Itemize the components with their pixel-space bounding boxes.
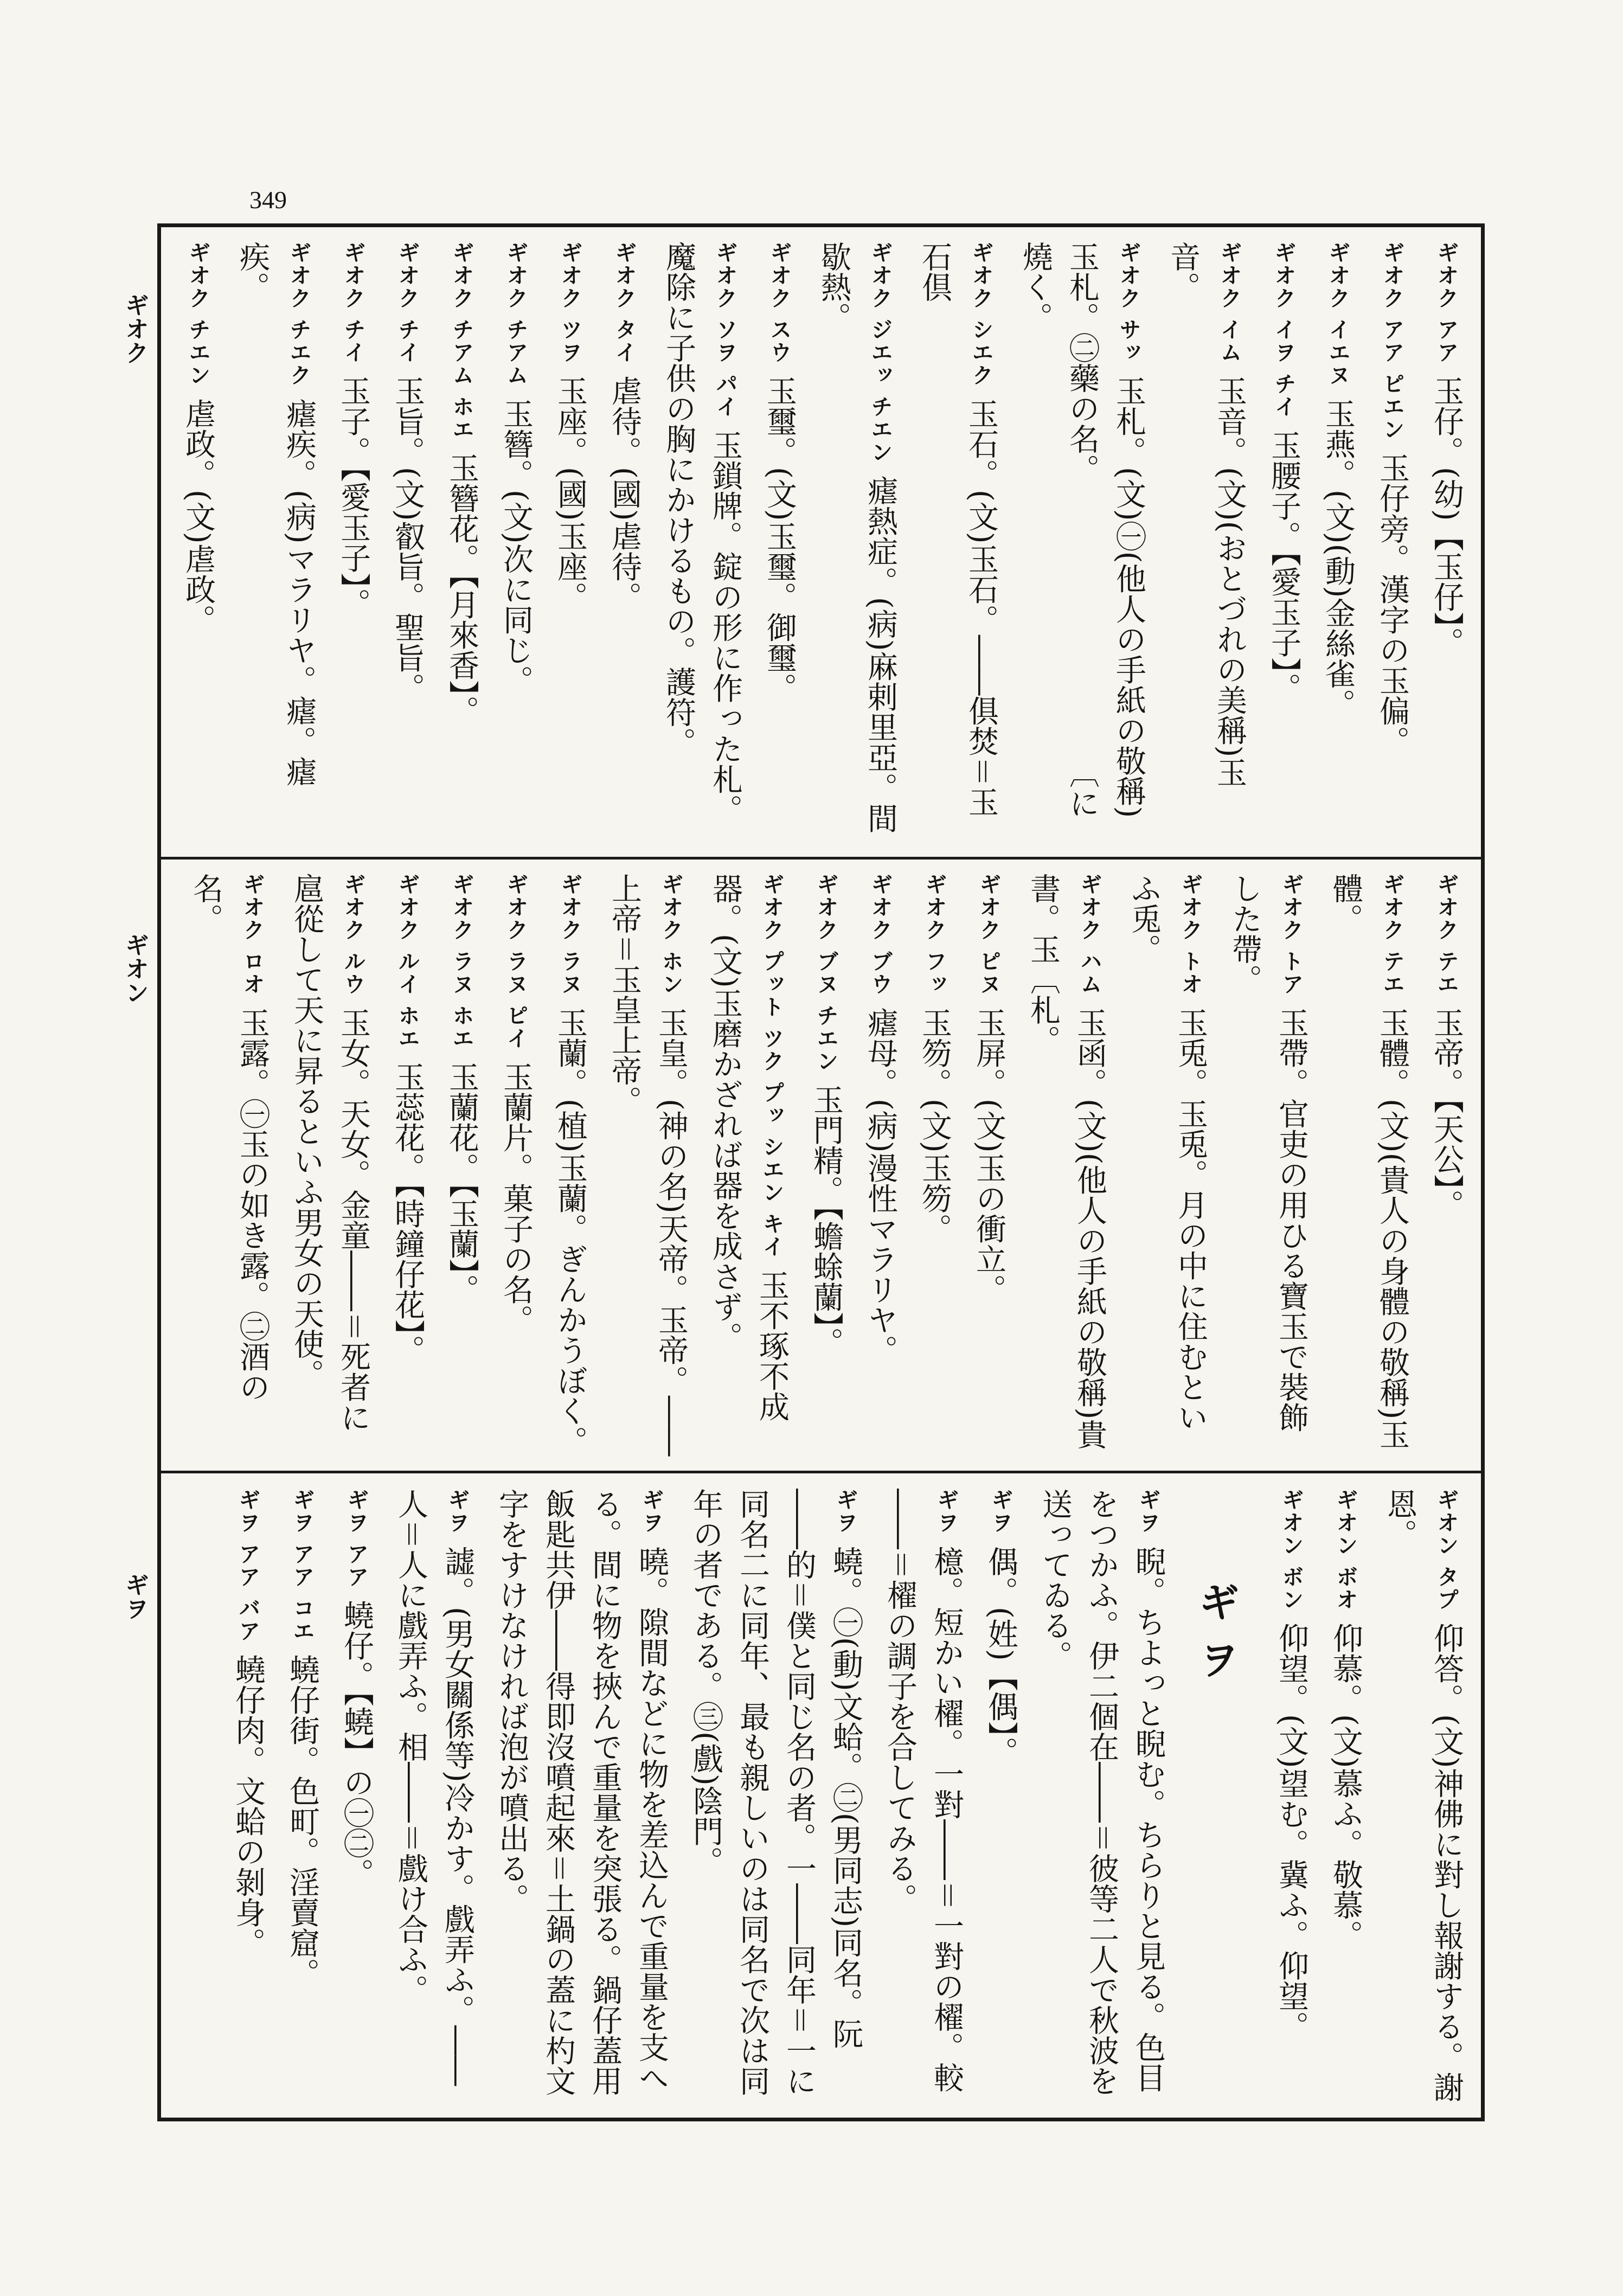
- entry-reading: ギオク チイ: [341, 241, 365, 364]
- entry-reading: ギオク アア ピエン: [1380, 241, 1404, 441]
- entry-definition: 玉子。【愛玉子】。: [336, 375, 371, 619]
- dictionary-section-1: [174, 241, 1470, 846]
- entry-reading: ギオン ボン: [1279, 1489, 1304, 1611]
- dictionary-entry: [1369, 241, 1415, 846]
- entry-definition: 玉露。㊀玉の如き露。㊁酒の名。: [188, 873, 270, 1402]
- dictionary-entry: [438, 873, 485, 1459]
- entry-reading: ギオク トア: [1279, 873, 1304, 996]
- dictionary-entry: [1031, 1489, 1171, 2107]
- dictionary-entry: [547, 873, 593, 1459]
- dictionary-entry: [1376, 1489, 1470, 2107]
- entry-reading: ギオク チアム ホエ: [449, 241, 474, 441]
- entry-reading: ギオク シエク: [968, 241, 993, 387]
- entry-reading: ギオク チアム: [503, 241, 528, 387]
- page-number: 349: [249, 186, 287, 214]
- dictionary-entry: [803, 873, 849, 1459]
- entry-definition: 玉帶。官吏の用ひる寶玉で裝飾した帶。: [1227, 873, 1309, 1433]
- entry-definition: 玉座。(國)玉座。: [553, 375, 588, 612]
- dictionary-entry: [182, 873, 275, 1459]
- entry-reading: ギヲ: [988, 1489, 1013, 1534]
- dictionary-entry: [655, 241, 748, 846]
- entry-definition: 玉帝。【天公】。: [1429, 1007, 1464, 1220]
- entry-reading: ギオク ラヌ: [557, 873, 582, 996]
- dictionary-entry: [911, 241, 1004, 846]
- entry-definition: 玉音。(文)(おとづれの美稱)玉音。: [1165, 241, 1247, 788]
- entry-reading: ギオク テエ: [1380, 873, 1404, 996]
- dictionary-entry: [384, 241, 431, 846]
- entry-definition: 玉仔。(幼)【玉仔】。: [1429, 375, 1464, 658]
- entry-reading: ギオク ラヌ ホエ: [449, 873, 474, 1050]
- entry-reading: ギオク スウ: [767, 241, 792, 364]
- entry-reading: ギオク イエヌ: [1325, 241, 1350, 387]
- entry-definition: 譃。(男女關係等)冷かす。戲弄ふ。――人＝人に戲弄ふ。相――＝戲け合ふ。: [393, 1489, 475, 2086]
- entry-reading: ギヲ アア: [344, 1489, 369, 1588]
- entry-definition: 玉蘭片。菓子の名。: [498, 1061, 534, 1335]
- entry-definition: 玉不琢不成器。(文)玉磨かざれば器を成さず。: [708, 873, 790, 1422]
- dictionary-entry: [1423, 873, 1470, 1459]
- entry-reading: ギオク チエク: [286, 241, 311, 387]
- dictionary-entry: [601, 873, 694, 1459]
- dictionary-entry: [702, 873, 795, 1459]
- dictionary-entry: [387, 1489, 480, 2107]
- section-heading: ギヲ: [1192, 1581, 1240, 1696]
- entry-reading: ギオク プット ツク プッ シエン キイ: [759, 873, 784, 1258]
- entry-definition: 蟯仔肉。文蛤の剝身。: [230, 1654, 266, 1958]
- dictionary-entry: [1322, 873, 1415, 1459]
- entry-reading: ギオク チエン: [185, 241, 210, 387]
- entry-definition: 蟯仔街。色町。淫賣窟。: [285, 1654, 320, 1989]
- dictionary-entry: [601, 241, 647, 846]
- dictionary-entry: [330, 241, 376, 846]
- entry-reading: ギオク ブウ: [868, 873, 893, 996]
- entry-reading: ギヲ アア バア: [235, 1489, 260, 1643]
- dictionary-entry: [279, 1489, 325, 2107]
- entry-definition: 玉簪花。【月來香】。: [444, 452, 479, 726]
- entry-reading: ギオク トオ: [1178, 873, 1203, 996]
- entry-reading: ギオク イム: [1217, 241, 1242, 364]
- entry-reading: ギオク タイ: [612, 241, 637, 364]
- entry-definition: 玉函。(文)(他人の手紙の敬稱)貴書。玉〔札。: [1025, 873, 1107, 1450]
- entry-reading: ギオク ツヲ: [557, 241, 582, 364]
- entry-definition: 仰答。(文)神佛に對し報謝する。謝恩。: [1382, 1489, 1464, 2102]
- entry-reading: ギオン ボオ: [1333, 1489, 1358, 1611]
- dictionary-entry: [977, 1489, 1024, 2107]
- entry-definition: 玉旨。(文)叡旨。聖旨。: [390, 375, 425, 703]
- entry-reading: ギオク テエ: [1434, 873, 1459, 996]
- side-label: ギヲ: [121, 1573, 149, 1620]
- entry-reading: ギオク サッ: [1116, 241, 1141, 364]
- entry-reading: ギオク ホン: [658, 873, 683, 996]
- dictionary-entry: [1322, 1489, 1369, 2107]
- dictionary-entry: [756, 241, 803, 846]
- entry-reading: ギオン タプ: [1434, 1489, 1459, 1611]
- entry-reading: ギオク ピヌ: [976, 873, 1001, 996]
- entry-definition: 玉體。(文)(貴人の身體の敬稱)玉體。: [1328, 873, 1410, 1450]
- dictionary-entry: [1260, 241, 1307, 846]
- dictionary-entry: [965, 873, 1012, 1459]
- entry-reading: ギヲ: [639, 1489, 664, 1534]
- dictionary-entry: [488, 1489, 675, 2107]
- section-divider: [157, 1471, 1485, 1473]
- dictionary-entry: [1314, 241, 1361, 846]
- dictionary-entry: [1019, 873, 1113, 1459]
- dictionary-entry: [1423, 241, 1470, 846]
- entry-reading: ギオク ジエッ チエン: [868, 241, 893, 464]
- entry-definition: 仰慕。(文)慕ふ。敬慕。: [1328, 1622, 1363, 1951]
- entry-definition: 玉笏。(文)玉笏。: [917, 1007, 952, 1244]
- dictionary-entry: [224, 1489, 271, 2107]
- entry-reading: ギヲ: [934, 1489, 959, 1534]
- entry-reading: ギオク ハム: [1077, 873, 1102, 996]
- entry-reading: ギオク イヲ チイ: [1271, 241, 1296, 418]
- entry-definition: 玉石。(文)玉石。――俱焚＝玉石倶: [917, 241, 999, 817]
- entry-definition: 玉女。天女。金童――＝死者に扈從して天に昇るといふ男女の天使。: [289, 873, 371, 1433]
- entry-reading: ギオク ルイ ホエ: [395, 873, 420, 1050]
- entry-reading: ギヲ: [1136, 1489, 1160, 1534]
- dictionary-entry: [333, 1489, 380, 2107]
- entry-definition: 玉門精。【蟾蜍蘭】。: [809, 1084, 844, 1358]
- entry-definition: 偶。(姓)【偶】。: [983, 1546, 1018, 1767]
- entry-definition: 玉燕。(文)(動)金絲雀。: [1320, 398, 1356, 720]
- entry-reading: ギヲ: [833, 1489, 858, 1534]
- entry-definition: 曉。隙間などに物を差込んで重量を支へる。間に物を挾んで重量を突張る。鍋仔蓋用飯匙共伊――得即沒噴起來＝土鍋の蓋に杓文字をすけなければ泡が噴出る。: [494, 1489, 669, 2096]
- entry-definition: 虐政。(文)虐政。: [181, 398, 216, 635]
- dictionary-section-2: [174, 873, 1470, 1459]
- dictionary-entry: [438, 241, 485, 846]
- dictionary-entry: [547, 241, 593, 846]
- dictionary-entry: [911, 873, 958, 1459]
- entry-definition: 瘧疾。(病)マラリヤ。瘧。瘧疾。: [235, 241, 317, 787]
- entry-definition: 睨。ちよっと睨む。ちらりと見る。色目をつかふ。伊二個在――＝彼等二人で秋波を送ってゐる。: [1037, 1489, 1166, 2096]
- entry-definition: 玉璽。(文)玉璽。御璽。: [762, 375, 797, 703]
- entry-definition: 虐待。(國)虐待。: [607, 375, 642, 612]
- dictionary-entry: [1159, 241, 1253, 846]
- dictionary-entry: [283, 873, 376, 1459]
- entry-definition: 瘧母。(病)漫性マラリヤ。: [863, 1007, 898, 1365]
- dictionary-entry: [229, 241, 322, 846]
- entry-reading: ギオク ブヌ チエン: [813, 873, 838, 1073]
- dictionary-entry: [1268, 1489, 1314, 2107]
- dictionary-entry: [1012, 241, 1152, 846]
- entry-reading: ギオク フッ: [922, 873, 947, 996]
- entry-definition: 玉仔旁。漢字の玉偏。: [1375, 452, 1410, 756]
- entry-definition: 玉簪。(文)次に同じ。: [498, 398, 534, 696]
- section-divider: [157, 857, 1485, 860]
- entry-definition: 蟯。㊀(動)文蛤。㊁(男同志)同名。阮――的＝僕と同じ名の者。一――同年＝一に同名二に同年、最も親しいのは同名で次は同年の者である。㊂(戲)陰門。: [688, 1489, 863, 2096]
- dictionary-section-3: [174, 1489, 1470, 2107]
- dictionary-entry: [857, 873, 903, 1459]
- entry-reading: ギヲ: [445, 1489, 470, 1534]
- dictionary-entry: [1221, 873, 1314, 1459]
- dictionary-entry: [492, 873, 539, 1459]
- entry-definition: 檍。短かい櫂。一對――＝一對の櫂。較――＝櫂の調子を合してみる。: [882, 1489, 964, 2093]
- entry-reading: ギオク ソヲ パイ: [713, 241, 737, 418]
- dictionary-entry: [1120, 873, 1214, 1459]
- entry-definition: 玉蘭花。【玉蘭】。: [444, 1061, 479, 1305]
- dictionary-entry: [175, 241, 221, 846]
- entry-definition: 玉鎖牌。錠の形に作った札。魔除に子供の胸にかけるもの。護符。: [661, 241, 743, 825]
- entry-definition: 玉腰子。【愛玉子】。: [1266, 429, 1301, 703]
- dictionary-entry: [682, 1489, 869, 2107]
- entry-definition: 瘧熱症。(病)麻剌里亞。間歇熱。: [816, 241, 898, 833]
- entry-definition: 玉蕊花。【時鐘仔花】。: [390, 1061, 425, 1365]
- entry-definition: 玉屏。(文)玉の衝立。: [971, 1007, 1006, 1305]
- side-label: ギオク: [121, 293, 149, 364]
- entry-definition: 玉蘭。(植)玉蘭。ぎんかうぼく。: [553, 1007, 588, 1457]
- entry-definition: 玉皇。(神の名)天帝。玉帝。――上帝＝玉皇上帝。: [607, 873, 689, 1457]
- entry-definition: 蟯仔。【蟯】の㊀㊁。: [339, 1600, 374, 1889]
- dictionary-entry: [810, 241, 903, 846]
- side-label: ギオン: [121, 933, 149, 1004]
- entry-definition: 玉札。(文)㊀(他人の手紙の敬稱)玉札。㊁藥の名。 〔に燒く。: [1018, 241, 1146, 818]
- entry-reading: ギオク ラヌ ピイ: [503, 873, 528, 1050]
- entry-definition: 玉兎。玉兎。月の中に住むといふ兎。: [1126, 873, 1208, 1433]
- entry-reading: ギヲ アア コエ: [290, 1489, 315, 1643]
- dictionary-entry: [492, 241, 539, 846]
- entry-definition: 仰望。(文)望む。冀ふ。仰望。: [1274, 1622, 1309, 2042]
- dictionary-entry: [384, 873, 431, 1459]
- entry-reading: ギオク アア: [1434, 241, 1459, 364]
- entry-reading: ギオク ロオ: [240, 873, 265, 996]
- entry-reading: ギオク ルウ: [341, 873, 365, 996]
- dictionary-entry: [876, 1489, 970, 2107]
- entry-reading: ギオク チイ: [395, 241, 420, 364]
